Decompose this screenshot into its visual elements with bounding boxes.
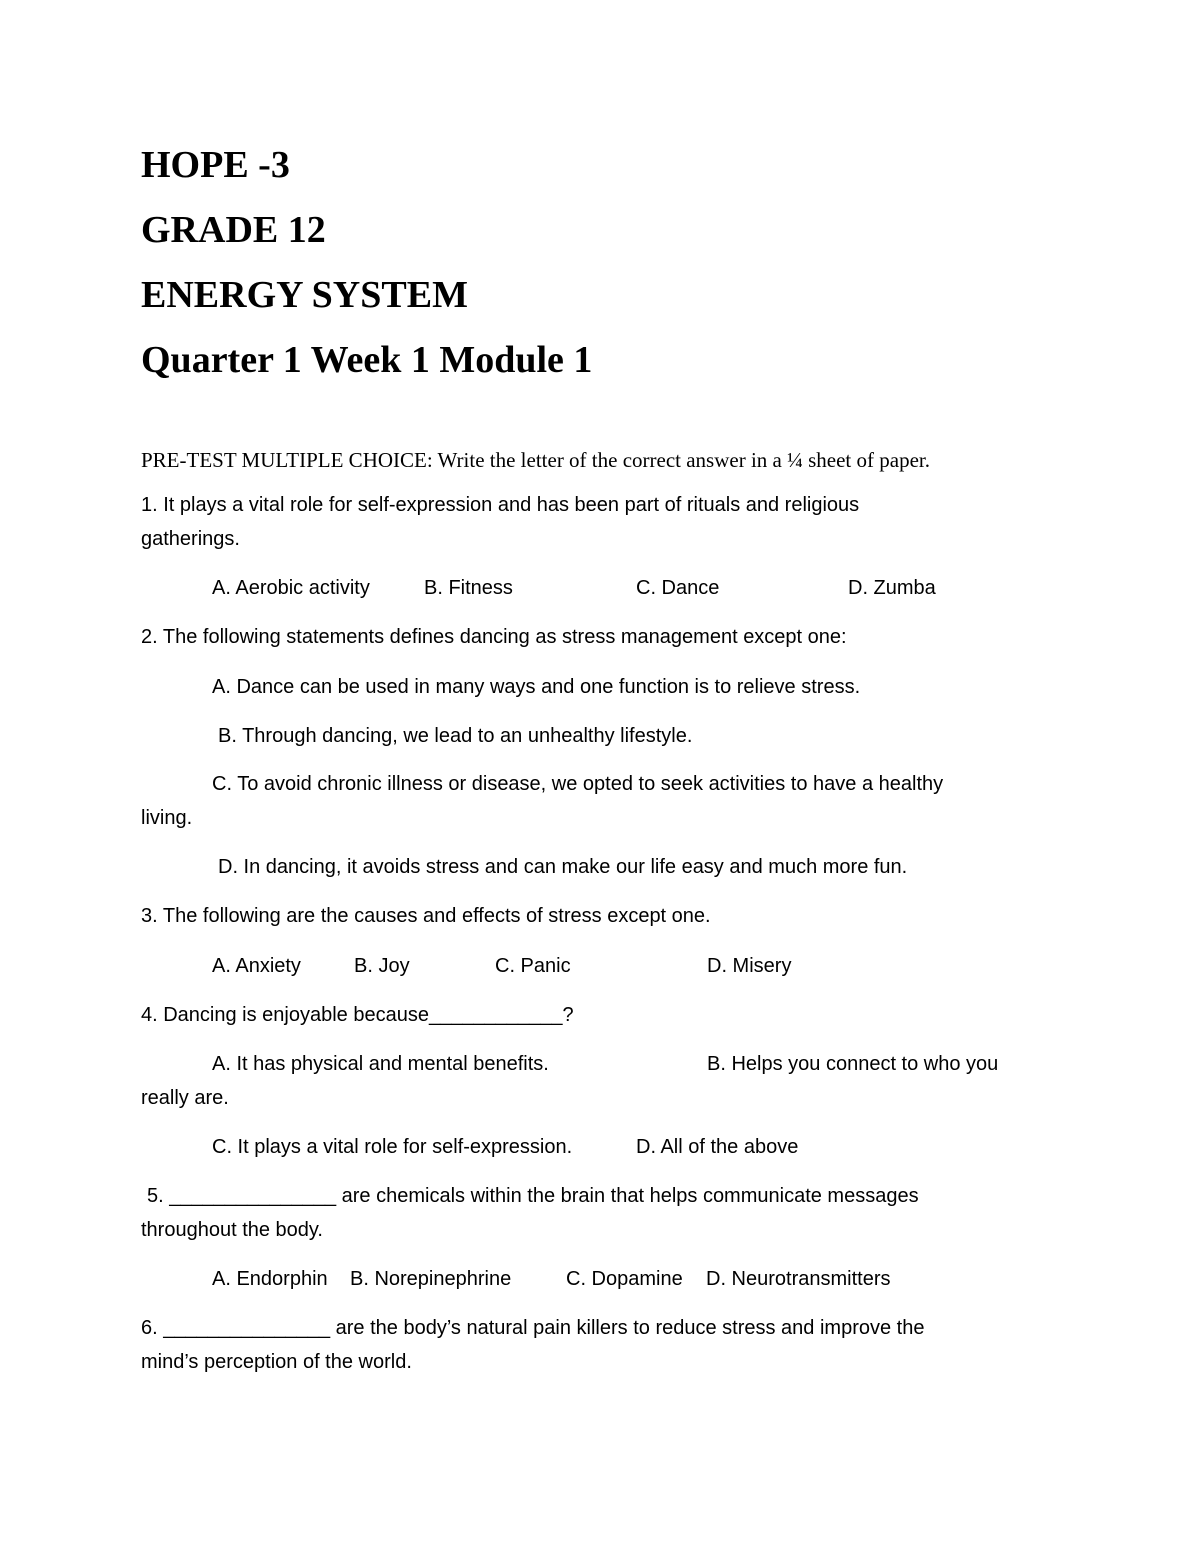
module-info: Quarter 1 Week 1 Module 1 (141, 339, 593, 381)
question-stem-continued: gatherings. (141, 528, 240, 550)
question-stem: 4. Dancing is enjoyable because____________? (141, 1004, 574, 1026)
option-b: B. Norepinephrine (350, 1268, 512, 1290)
option-c: C. Panic (495, 955, 571, 977)
option-b-continued: really are. (141, 1087, 229, 1109)
grade-level: GRADE 12 (141, 209, 326, 251)
option-b: B. Joy (354, 955, 410, 977)
subject-title: HOPE -3 (141, 144, 290, 186)
option-d: D. Neurotransmitters (706, 1268, 891, 1290)
option-a: A. Endorphin (212, 1268, 328, 1290)
option-d: D. All of the above (636, 1136, 799, 1158)
question-stem: 3. The following are the causes and effects of stress except one. (141, 905, 711, 927)
option-c: C. Dopamine (566, 1268, 683, 1290)
question-stem: 1. It plays a vital role for self-expression and has been part of rituals and religious (141, 494, 860, 516)
question-stem: 5. _______________ are chemicals within the brain that helps communicate messages (147, 1185, 919, 1207)
option-c: C. To avoid chronic illness or disease, we opted to seek activities to have a healthy (212, 773, 944, 795)
question-stem: 6. _______________ are the body’s natural pain killers to reduce stress and improve the (141, 1317, 925, 1339)
question-stem-continued: throughout the body. (141, 1219, 323, 1241)
option-a: A. Dance can be used in many ways and one function is to relieve stress. (212, 676, 861, 698)
option-c: C. It plays a vital role for self-expression. (212, 1136, 573, 1158)
question-stem: 2. The following statements defines dancing as stress management except one: (141, 626, 847, 648)
option-a: A. Aerobic activity (212, 577, 370, 599)
option-d: D. Zumba (848, 577, 936, 599)
option-c-continued: living. (141, 807, 193, 829)
option-a: A. It has physical and mental benefits. (212, 1053, 549, 1075)
test-instructions: PRE-TEST MULTIPLE CHOICE: Write the letter of the correct answer in a ¼ sheet of paper. (141, 448, 930, 472)
option-d: D. Misery (707, 955, 792, 977)
option-b: B. Through dancing, we lead to an unhealthy lifestyle. (218, 725, 693, 747)
option-d: D. In dancing, it avoids stress and can make our life easy and much more fun. (218, 856, 908, 878)
option-a: A. Anxiety (212, 955, 301, 977)
option-c: C. Dance (636, 577, 720, 599)
option-b: B. Fitness (424, 577, 513, 599)
question-stem-continued: mind’s perception of the world. (141, 1351, 412, 1373)
option-b: B. Helps you connect to who you (707, 1053, 999, 1075)
topic-title: ENERGY SYSTEM (141, 274, 468, 316)
